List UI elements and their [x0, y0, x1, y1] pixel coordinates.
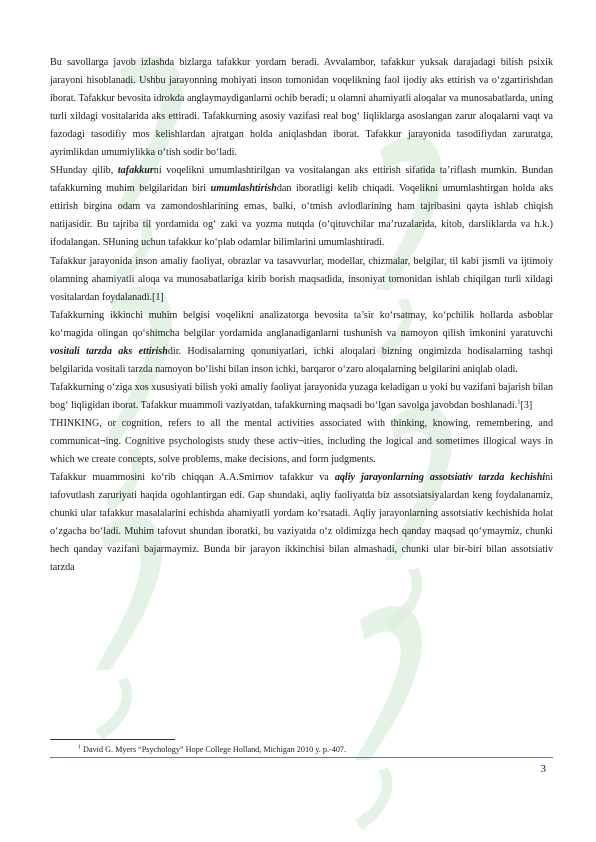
text-run: Tafakkurning o‘ziga xos xususiyati bilish yoki amaliy faoliyat jarayonida yuzaga keladigan u yoki bu vazifani bajarish bilan bog‘ liqligidan iborat. Tafakkur muammoli vaziyatdan, tafakkurning maqsadi bo‘lgan savolga javobdan boshlanadi. — [50, 381, 553, 411]
text-run: ni voqelikni umumlashtirilgan va vositalangan aks ettirish sifatida ta’riflash mumkin. Bundan tafakkurning muhim belgilaridan biri — [50, 165, 553, 195]
emphasis-term: vositali tarzda aks ettirish — [50, 345, 168, 357]
text-run: Bu savollarga javob izlashda bizlarga tafakkur yordam beradi. Avvalambor, tafakkur yuksak darajadagi bilish psixik jarayoni hisoblanadi. Ushbu jarayonning mohiyati inson tomonidan voqelikning faol ijodiy aks ettirish va o‘zgartirishdan iborat. Tafakkur bevosita idrokda anglaymaydiganlarni ochib beradi; u olamni ahamiyatli aloqalar va munosabatlarda, uning turli xildagi vositalarida aks ettiradi. Tafakkurning asosiy vazifasi real bog‘ liqliklarga asoslangan zarur aloqalarni vaqt va fazodagi tasodifiy mos kelishlardan ajratgan holda aniqlashdan iborat. Tafakkur jarayonida tasodifiydan zaruratga, ayrimlikdan umumiylikka o‘tish sodir bo‘ladi. — [50, 57, 553, 159]
footnote-mark: 1 — [78, 744, 81, 751]
text-run: Tafakkur muammosini ko‘rib chiqqan A.A.Smirnov tafakkur va — [50, 472, 335, 484]
text-run: Tafakkur jarayonida inson amaliy faoliyat, obrazlar va tasavvurlar, modellar, chizmalar, belgilar, til kabi jismli va ijtimoiy olamning ahamiyatli aloqa va munosabatlariga kirib borish maqsadida, insoniyat tomonidan ishlab chiqilgan turli xildagi vositalardan foydalanadi.[1] — [50, 255, 553, 303]
emphasis-term: aqliy jarayonlarning assotsiativ tarzda kechishi — [334, 472, 546, 484]
footnote-separator — [50, 739, 175, 740]
emphasis-term: tafakkur — [117, 165, 154, 177]
footnote-ref: 1 — [517, 398, 521, 406]
paragraph — [50, 307, 553, 379]
text-run: ni tafovutlash zaruriyati haqida ogohlantirgan edi. Gap shundaki, aqliy faoliyatda biz assotsiatsiyalardan keng foydalanamiz, chunki ular tafakkur masalalarini echishda ahamiyatli yordam ko‘rsatadi. Aqliy jarayonlarning assotsiativ kechishida holat o‘zgacha bo‘ladi. Muhim tafovut shundan iboratki, bu vaziyatda o‘z oldimizga hech qanday maqsad qo‘ymaymiz, chunki hech qanday vazifani bajarmaymiz. Bunda bir jarayon ikkinchisi bilan almashadi, chunki ular bir-biri bilan assotsiativ tarzda — [50, 472, 554, 574]
footnote — [78, 744, 346, 755]
watermark-logo-bottom — [355, 606, 422, 830]
paragraph — [50, 379, 553, 415]
body-text — [50, 54, 553, 577]
text-run: Tafakkurning ikkinchi muhim belgisi voqelikni analizatorga bevosita ta’sir ko‘rsatmay, ko‘pchilik hollarda asboblar ko‘magida olingan qo‘shimcha belgilar yordamida anglanadiganlarni tushunish va namoyon qilish imkonini yaratuvchi — [50, 309, 553, 339]
footer-rule — [50, 757, 553, 758]
text-run: THINKING, or cognition, refers to all the mental activities associated with thinking, knowing, remembering, and communicat¬ing. Cognitive psychologists study these activ¬ities, including the logical and sometimes illogical ways in which we create concepts, solve problems, make decisions, and form judgments. — [50, 417, 553, 466]
paragraph — [50, 415, 553, 469]
paragraph — [50, 469, 553, 577]
footnote-text: David G. Myers “Psychology” Hope College Holland, Michigan 2010 y. p.-407. — [81, 745, 347, 754]
text-run: dan iboratligi kelib chiqadi. Voqelikni umumlashtirgan holda aks ettirish birgina odam va zamondoshlarining emas, balki, o‘tmish avlodlarining ham tajribasini qayta ishlab chiqish natijasidir. Bu tajriba til yordamida og‘ zaki va yozma nutqda (o‘qituvchilar ma’ruzalarida, kitob, darsliklarda va h.k.) ifodalangan. SHuning uchun tafakkur ko‘plab odamlar bilimlarini umumlashtiradi. — [50, 183, 553, 249]
paragraph — [50, 253, 553, 307]
page-number: 3 — [540, 763, 546, 775]
paragraph — [50, 54, 553, 162]
emphasis-term: umumlashtirish — [210, 183, 277, 195]
text-run: dir. Hodisalarning qonuniyatlari, ichki aloqalari bizning ongimizda hodisalarning tashqi belgilarida vositali tarzda namoyon bo‘lishi bilan inson ichki, barqaror o‘zaro aloqalarning belgilarini aniqlab oladi. — [50, 345, 553, 375]
text-run: SHunday qilib, — [50, 165, 118, 177]
text-run: [3] — [520, 399, 533, 411]
paragraph — [50, 162, 553, 252]
